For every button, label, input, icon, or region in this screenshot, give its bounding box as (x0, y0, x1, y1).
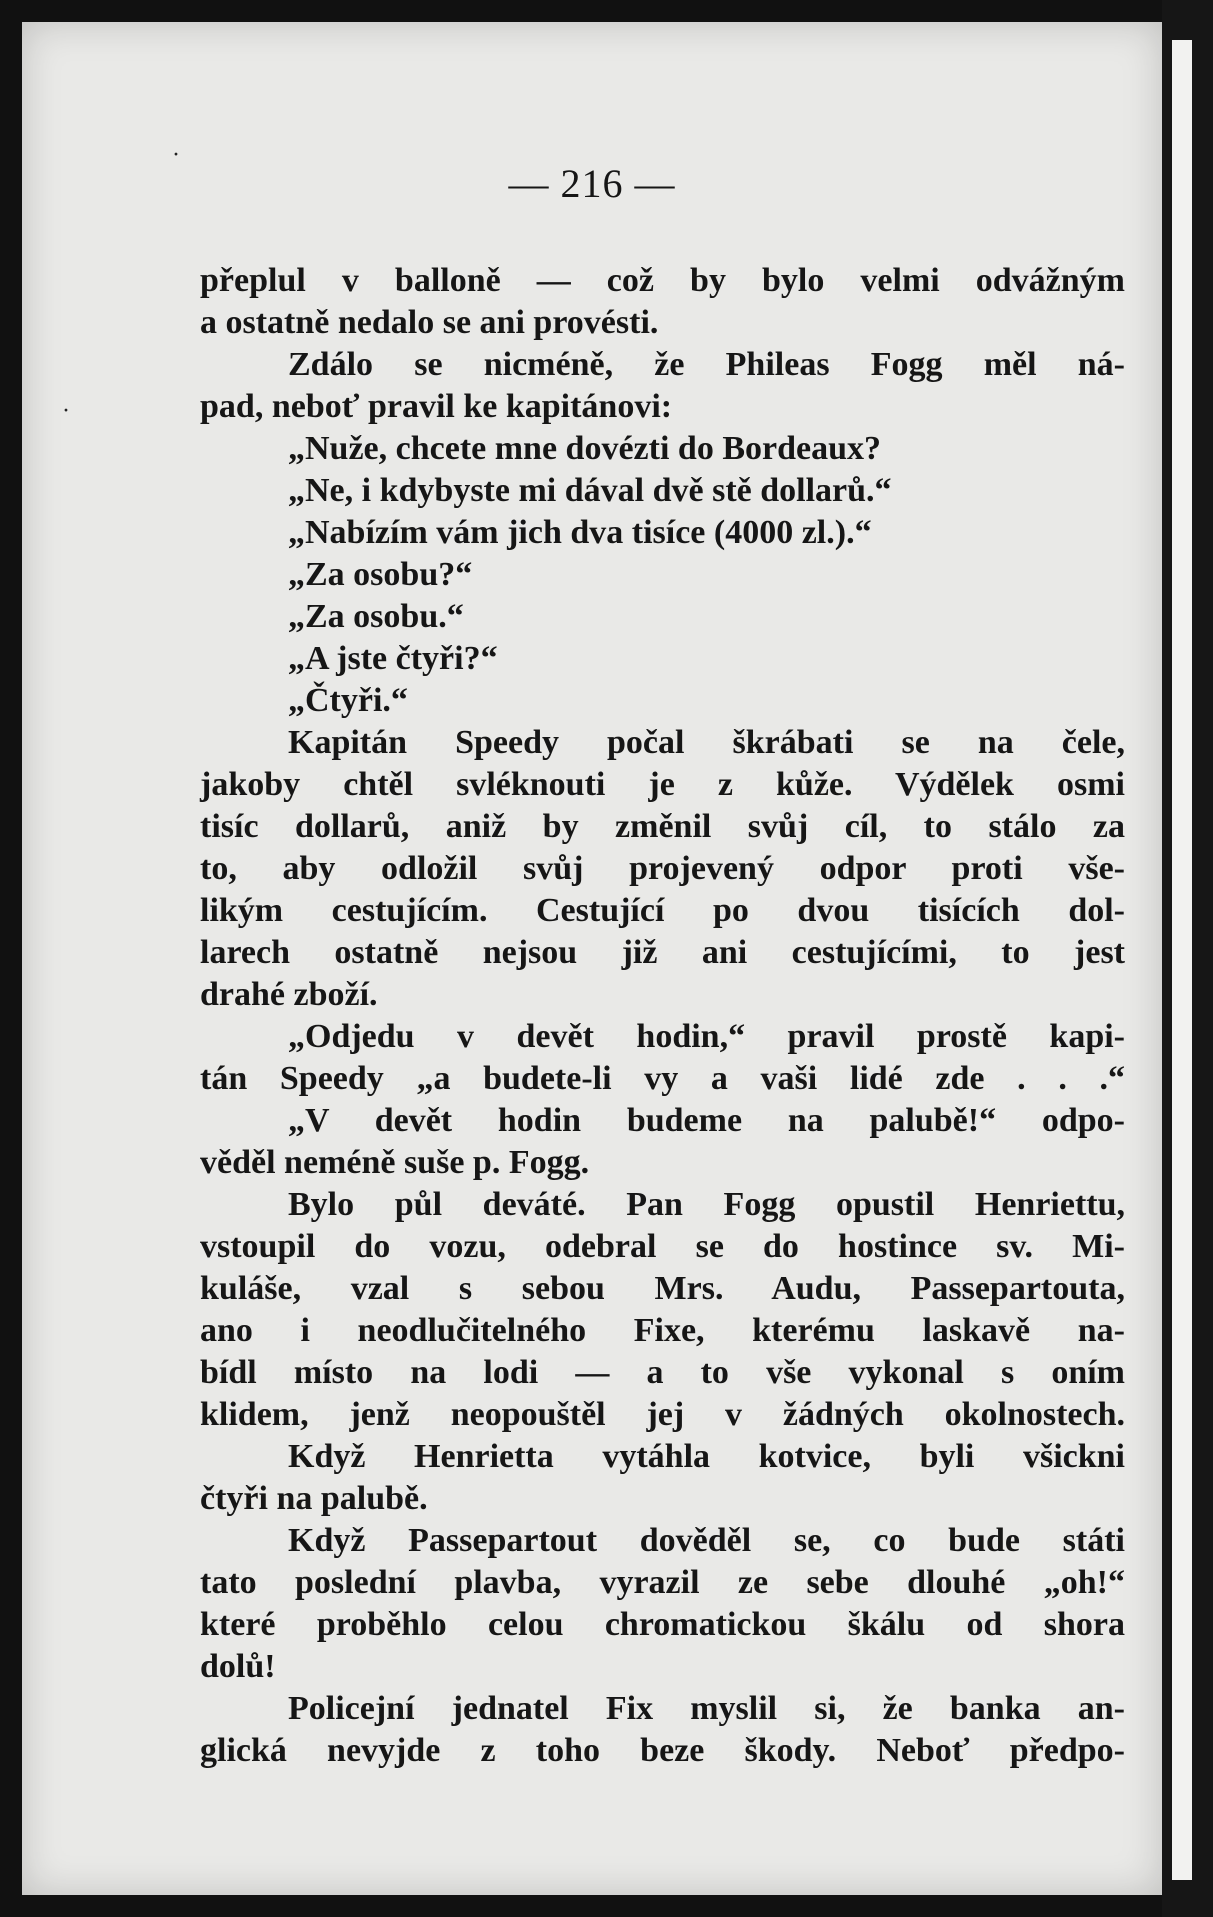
text-line: „Za osobu.“ (288, 598, 464, 635)
text-line: Kapitán Speedy počal škrábati se na čele, (288, 724, 1125, 761)
text-line: Když Passepartout dověděl se, co bude státi (288, 1522, 1125, 1559)
text-line: to, aby odložil svůj projevený odpor proti vše- (200, 850, 1125, 887)
text-line: „Za osobu?“ (288, 556, 473, 593)
speck-mark: · (172, 142, 180, 168)
text-line: kuláše, vzal s sebou Mrs. Audu, Passepartouta, (200, 1270, 1125, 1307)
text-line: „Ne, i kdybyste mi dával dvě stě dollarů.“ (288, 472, 892, 509)
text-line: „A jste čtyři?“ (288, 640, 498, 677)
text-line: přeplul v balloně — což by bylo velmi odvážným (200, 262, 1125, 299)
text-line: „V devět hodin budeme na palubě!“ odpo- (288, 1102, 1125, 1139)
text-line: „Odjedu v devět hodin,“ pravil prostě kapi- (288, 1018, 1125, 1055)
text-line: které proběhlo celou chromatickou škálu od shora (200, 1606, 1125, 1643)
text-line: Když Henrietta vytáhla kotvice, byli všickni (288, 1438, 1125, 1475)
book-page (22, 22, 1162, 1895)
text-line: a ostatně nedalo se ani provésti. (200, 304, 659, 341)
speck-mark: · (62, 398, 70, 424)
text-line: Bylo půl deváté. Pan Fogg opustil Henriettu, (288, 1186, 1125, 1223)
text-line: Zdálo se nicméně, že Phileas Fogg měl ná- (288, 346, 1125, 383)
body-text (200, 260, 1125, 1772)
text-line: tisíc dollarů, aniž by změnil svůj cíl, to stálo za (200, 808, 1125, 845)
text-line: glická nevyjde z toho beze škody. Neboť předpo- (200, 1732, 1125, 1769)
text-line: bídl místo na lodi — a to vše vykonal s oním (200, 1354, 1125, 1391)
page-edge-strip (1172, 40, 1192, 1880)
text-line: ano i neodlučitelného Fixe, kterému laskavě na- (200, 1312, 1125, 1349)
text-line: čtyři na palubě. (200, 1480, 428, 1517)
text-line: Policejní jednatel Fix myslil si, že banka an- (288, 1690, 1125, 1727)
adjacent-page-edge (1162, 0, 1213, 1917)
page-number: — 216 — (508, 161, 676, 206)
text-line: pad, neboť pravil ke kapitánovi: (200, 388, 673, 425)
text-line: „Nuže, chcete mne dovézti do Bordeaux? (288, 430, 882, 467)
text-line: dolů! (200, 1648, 276, 1685)
text-line: tato poslední plavba, vyrazil ze sebe dlouhé „oh!“ (200, 1564, 1125, 1601)
text-line: „Nabízím vám jich dva tisíce (4000 zl.).“ (288, 514, 872, 551)
text-line: likým cestujícím. Cestující po dvou tisících dol- (200, 892, 1125, 929)
text-line: larech ostatně nejsou již ani cestujícími, to jest (200, 934, 1125, 971)
text-line: klidem, jenž neopouštěl jej v žádných okolnostech. (200, 1396, 1125, 1433)
text-line: vstoupil do vozu, odebral se do hostince sv. Mi- (200, 1228, 1125, 1265)
text-line: drahé zboží. (200, 976, 378, 1013)
text-line: jakoby chtěl svléknouti je z kůže. Výdělek osmi (200, 766, 1125, 803)
text-line: věděl neméně suše p. Fogg. (200, 1144, 590, 1181)
text-line: tán Speedy „a budete-li vy a vaši lidé zde . . .“ (200, 1060, 1125, 1097)
text-line: „Čtyři.“ (288, 682, 408, 719)
